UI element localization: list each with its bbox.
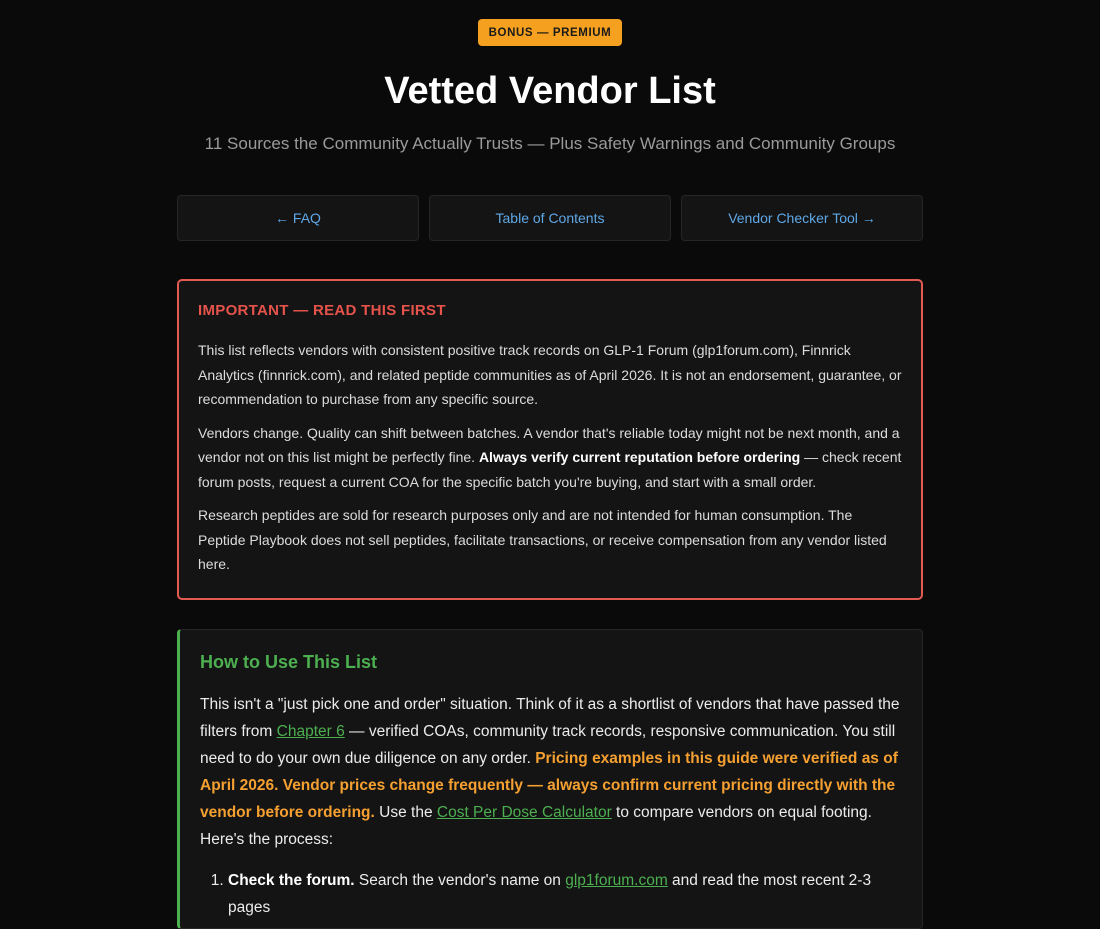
step-1-after: and read the most recent 2-3 pages — [228, 871, 872, 916]
badge-wrap — [177, 0, 923, 46]
step-1-title: Check the forum. — [228, 871, 355, 889]
warning-paragraph-2 — [198, 421, 902, 495]
pricing-highlight: Pricing examples in this guide were verified as of April 2026. Vendor prices change frequently — always confirm current pricing directly with the vendor before ordering. — [200, 749, 898, 821]
nav-toc-link[interactable]: Table of Contents — [429, 195, 671, 241]
how-to-text-3: Use the — [374, 803, 437, 821]
warning-p2-intro: Vendors change. Quality can shift between batches. A vendor that's reliable today might not be next month, and a vendor not on this list might be perfectly fine. — [198, 424, 900, 465]
warning-p2-rest: — check recent forum posts, request a current COA for the specific batch you're buying, and start with a small order. — [198, 449, 902, 490]
how-to-title: How to Use This List — [200, 651, 378, 672]
step-1-text: Search the vendor's name on — [354, 871, 566, 889]
how-to-paragraph — [200, 691, 902, 853]
warning-paragraph-1: This list reflects vendors with consistent positive track records on GLP-1 Forum (glp1forum.com), Finnrick Analytics (finnrick.com), and related peptide communities as of April 2026. It is not an endorsement, guarantee, or recommendation to purchase from any specific source. — [198, 342, 902, 407]
chapter-nav — [177, 195, 923, 241]
list-item — [228, 867, 902, 921]
how-to-text-2: — verified COAs, community track records, responsive communication. You still need to do your own due diligence on any order. — [200, 722, 896, 767]
glp1forum-link[interactable]: glp1forum.com — [565, 871, 668, 889]
warning-paragraph-3: Research peptides are sold for research purposes only and are not intended for human consumption. The Peptide Playbook does not sell peptides, facilitate transactions, or receive compensation from any vendor listed here. — [198, 507, 887, 572]
steps-list — [200, 867, 902, 921]
page-subtitle: 11 Sources the Community Actually Trusts — Plus Safety Warnings and Community Groups — [204, 134, 896, 153]
page — [177, 0, 923, 929]
warning-box — [177, 279, 923, 600]
how-to-text-1: This isn't a "just pick one and order" situation. Think of it as a shortlist of vendors that have passed the filters from — [200, 695, 900, 740]
how-to-use-box — [177, 629, 923, 929]
chapter-6-link[interactable]: Chapter 6 — [276, 722, 345, 740]
page-title: Vetted Vendor List — [384, 70, 716, 112]
warning-p2-emphasis: Always verify current reputation before ordering — [478, 449, 801, 465]
premium-badge: BONUS — PREMIUM — [478, 19, 623, 46]
how-to-text-4: to compare vendors on equal footing. Here's the process: — [200, 803, 872, 848]
nav-prev-faq-link[interactable]: ← FAQ — [177, 195, 419, 241]
cost-per-dose-calculator-link[interactable]: Cost Per Dose Calculator — [436, 803, 612, 821]
nav-next-vendor-checker-link[interactable]: Vendor Checker Tool → — [681, 195, 923, 241]
warning-title: IMPORTANT — READ THIS FIRST — [198, 302, 446, 319]
